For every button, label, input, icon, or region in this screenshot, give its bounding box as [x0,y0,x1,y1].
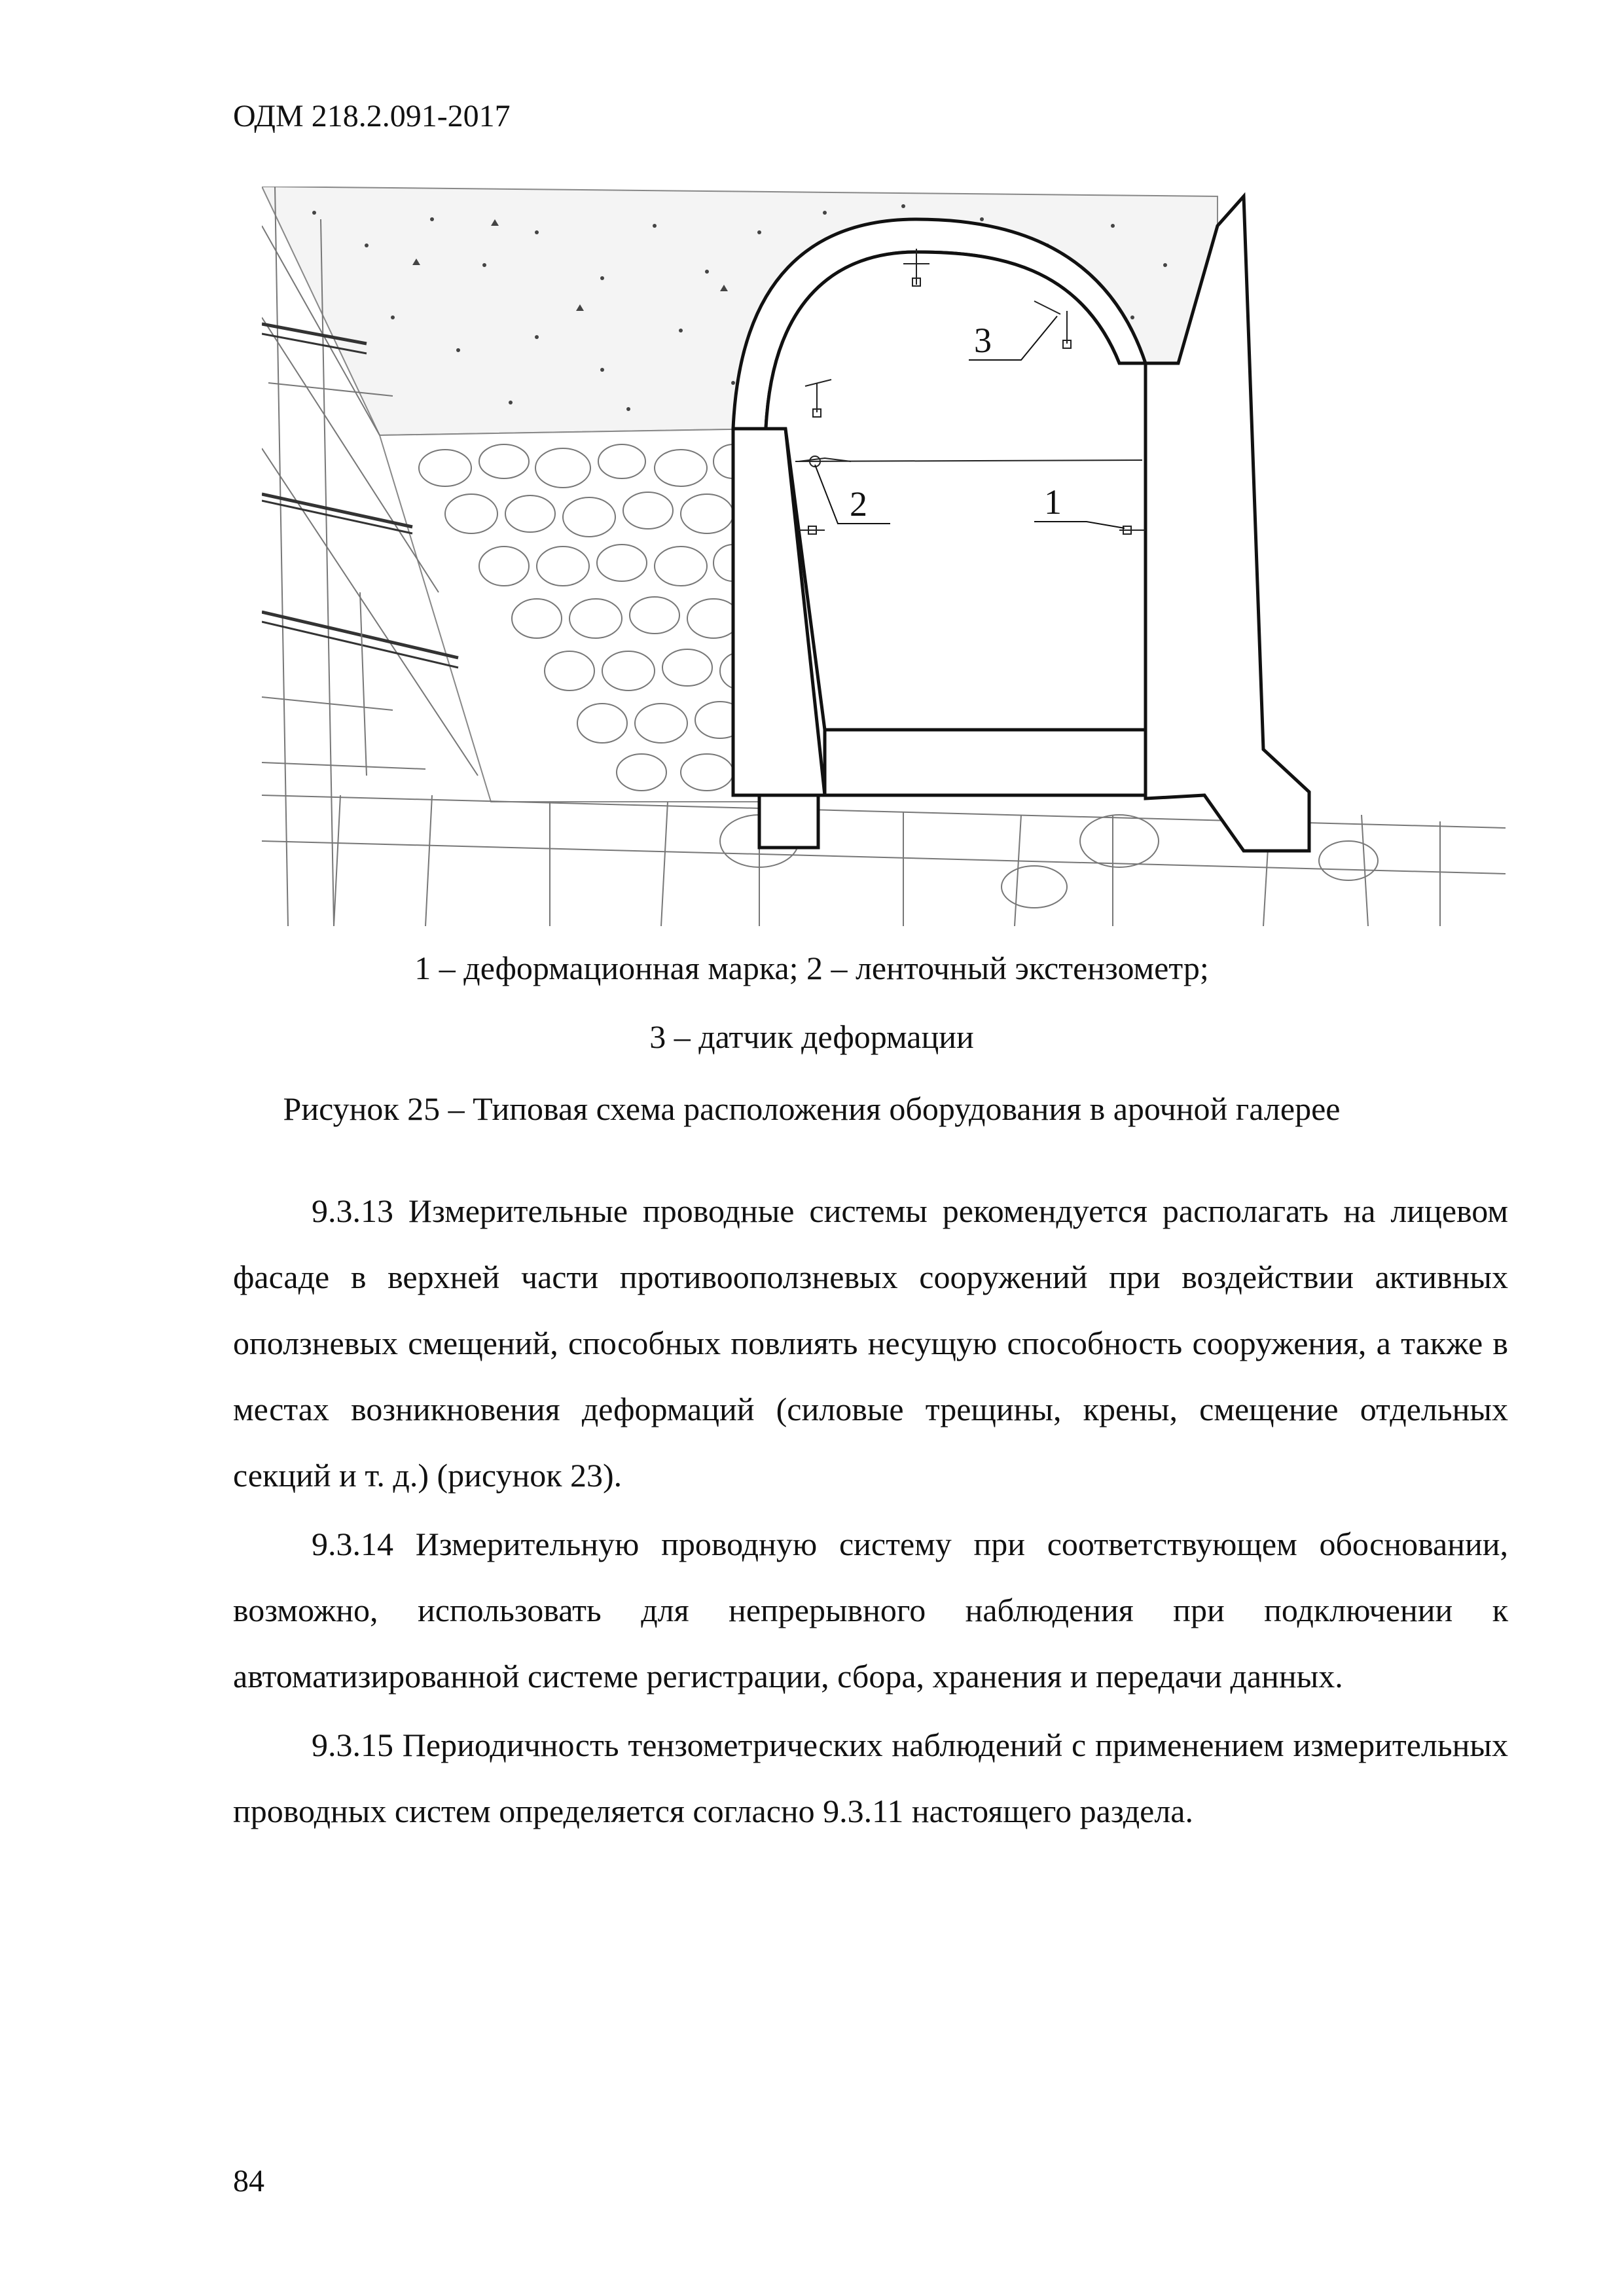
callout-2: 2 [850,484,867,524]
figure-legend-line-1: 1 – деформационная марка; 2 – ленточный экстензометр; [414,950,1209,986]
gallery-interior [766,252,1146,730]
document-code: ОДМ 218.2.091-2017 [233,99,511,134]
paragraph-9-3-14: 9.3.14 Измерительную проводную систему при соответствующем обосновании, возможно, использовать для непрерывного наблюдения при подключении к автоматизированной системе регистрации, сбора, хранения и передачи данных. [233,1526,1508,1695]
paragraph-9-3-13: 9.3.13 Измерительные проводные системы рекомендуется располагать на лицевом фасаде в верхней части противооползневых сооружений при воздействии активных оползневых смещений, способных повлиять несущую способность сооружения, а также в местах возникновения деформаций (силовые трещины, крены, смещение отдельных секций и т. д.) (рисунок 23). [233,1193,1508,1494]
bedrock-ground [262,795,1506,926]
callout-3: 3 [974,321,992,360]
paragraph-9-3-15: 9.3.15 Периодичность тензометрических наблюдений с применением измерительных проводных систем определяется согласно 9.3.11 настоящего раздела. [233,1727,1508,1829]
rubble-stone-region [380,429,766,802]
figure-legend-line-2: 3 – датчик деформации [649,1018,974,1055]
left-footing [759,795,818,848]
page-number: 84 [233,2164,264,2198]
gallery-cross-section-drawing [262,187,1506,929]
body-text [233,1178,1508,1847]
floor-slab [825,730,1146,795]
figure-caption: Рисунок 25 – Типовая схема расположения оборудования в арочной галерее [283,1090,1341,1127]
callout-1: 1 [1044,482,1062,522]
arched-gallery-figure [262,187,1506,929]
